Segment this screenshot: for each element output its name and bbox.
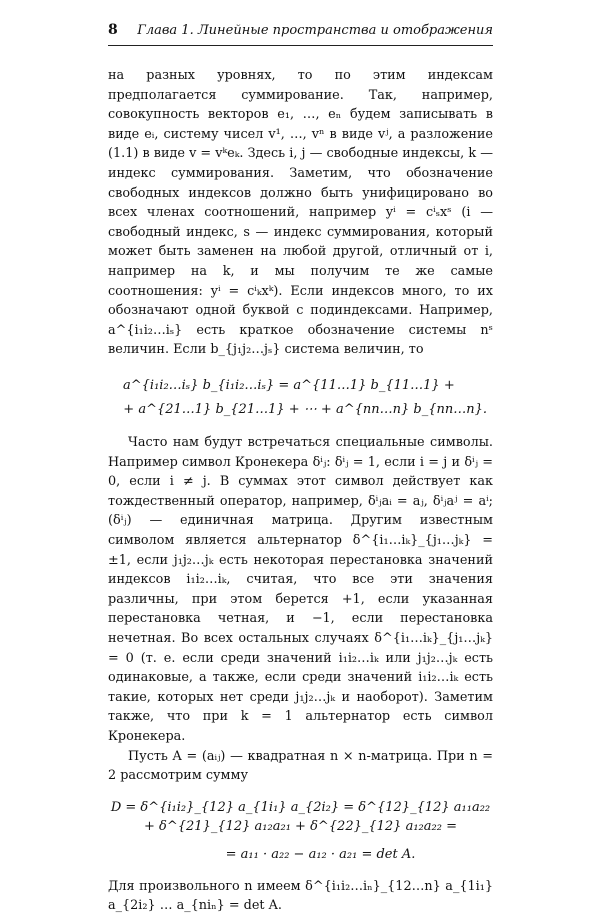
paragraph-3: Пусть A = (aᵢⱼ) — квадратная n × n-матрица. При n = 2 рассмотрим сумму [108,748,493,784]
formula-2-line-2: = a₁₁ · a₂₂ − a₁₂ · a₂₁ = det A. [225,846,416,862]
page-number: 8 [108,22,118,38]
running-head: Глава 1. Линейные пространства и отображения [137,23,493,38]
paragraph-2: Часто нам будут встречаться специальные символы. Например символ Кронекера δⁱⱼ: δⁱⱼ = 1, если i = j и δⁱⱼ = 0, если i ≠ j. В суммах этот символ действует как тождественный оператор, например, δⁱⱼaᵢ = aⱼ, δⁱⱼaʲ = aⁱ; (δⁱⱼ) — единичная матрица. Другим известным символом является альтернатор δ^{i₁…iₖ}_{j₁…jₖ} = ±1, если j₁j₂…jₖ есть некоторая перестановка значений индексов i₁i₂…iₖ, считая, что все эти значения различны, при этом берется +1, если указанная перестановка четная, и −1, если перестановка нечетная. Во всех остальных случаях δ^{i₁…iₖ}_{j₁…jₖ} = 0 (т. е. если среди значений i₁i₂…iₖ или j₁j₂…jₖ есть одинаковые, а также, если среди значений i₁i₂…iₖ есть такие, которых нет среди j₁j₂…jₖ и наоборот). Заметим также, что при k = 1 альтернатор есть символ Кронекера. [108,435,493,744]
paragraph-4: Для произвольного n имеем δ^{i₁i₂…iₙ}_{12…n} a_{1i₁} a_{2i₂} … a_{niₙ} = det A. [108,878,493,914]
formula-1-line-1: a^{i₁i₂…iₛ} b_{i₁i₂…iₛ} = a^{11…1} b_{11…1} + [123,377,455,393]
formula-2-line-1: D = δ^{i₁i₂}_{12} a_{1i₁} a_{2i₂} = δ^{12}_{12} a₁₁a₂₂ + δ^{21}_{12} a₁₂a₂₁ + δ^{22}_{12} a₁₂a₂₂ = [110,799,491,835]
paragraph-1: на разных уровнях, то по этим индексам предполагается суммирование. Так, например, совокупность векторов e₁, …, eₙ будем записывать в виде eᵢ, систему чисел v¹, …, vⁿ в виде vʲ, а разложение (1.1) в виде v = vᵏeₖ. Здесь i, j — свободные индексы, k — индекс суммирования. Заметим, что обозначение свободных индексов должно быть унифицировано во всех членах соотношений, например yⁱ = cⁱₛxˢ (i — свободный индекс, s — индекс суммирования, который может быть заменен на любой другой, отличный от i, например на k, и мы получим те же самые соотношения: yⁱ = cⁱₖxᵏ). Если индексов много, то их обозначают одной буквой с подиндексами. Например, a^{i₁i₂…iₛ} есть краткое обозначение системы nˢ величин. Если b_{j₁j₂…jₛ} система величин, то [108,68,493,358]
header-rule [108,45,493,46]
page-body [108,66,493,916]
page-header [108,22,493,42]
formula-1-line-2: + a^{21…1} b_{21…1} + ⋯ + a^{nn…n} b_{nn…n}. [123,401,487,417]
